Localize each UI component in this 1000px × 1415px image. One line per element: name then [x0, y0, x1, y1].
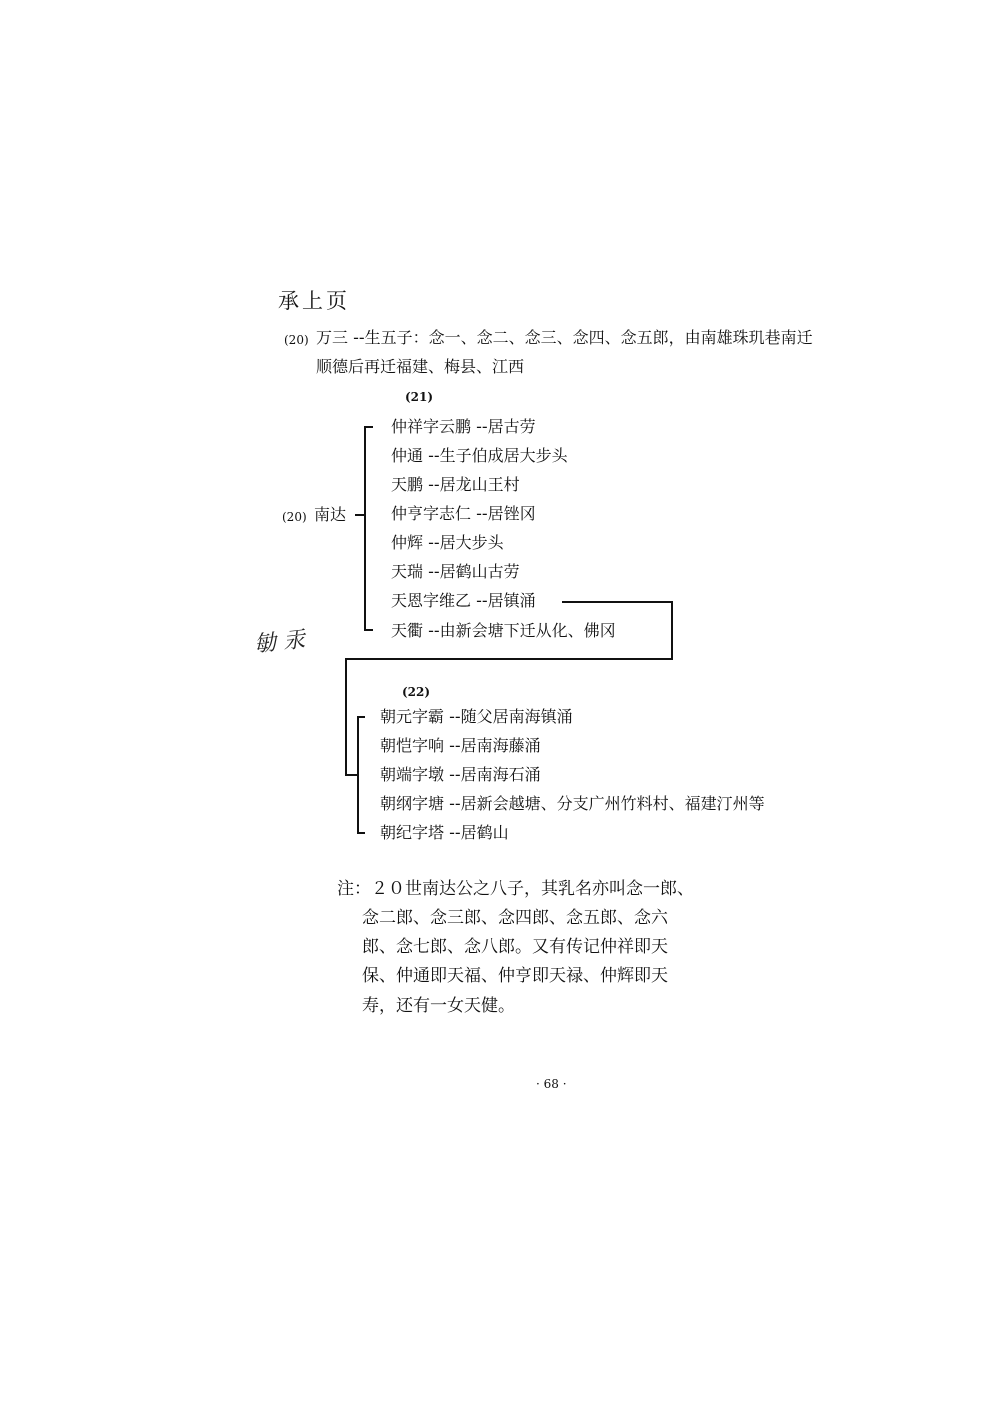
- lineage-connector: [562, 601, 673, 603]
- note-line: 念二郎、念三郎、念四郎、念五郎、念六: [362, 908, 668, 928]
- gen22-child: 朝纲字塘 --居新会越塘、分支广州竹料村、福建汀州等: [380, 794, 765, 813]
- bracket-tick: [357, 716, 365, 718]
- lineage-connector: [345, 658, 347, 776]
- lineage-connector: [345, 658, 673, 660]
- note-line: 保、仲通即天福、仲亨即天禄、仲辉即天: [362, 966, 668, 986]
- bracket-tick: [364, 426, 373, 428]
- gen22-child: 朝纪字塔 --居鹤山: [380, 823, 509, 842]
- handwritten-annotation: 勄 汞: [253, 627, 307, 658]
- bracket-tick: [357, 832, 365, 834]
- gen21-child: 天衢 --由新会塘下迁从化、佛冈: [391, 621, 616, 640]
- lineage-connector: [671, 601, 673, 660]
- note-line: 郎、念七郎、念八郎。又有传记仲祥即天: [362, 937, 668, 957]
- gen22-label: (22): [402, 685, 431, 699]
- gen21-bracket: [364, 426, 366, 631]
- continued-header: 承上页: [278, 289, 350, 313]
- gen21-child: 仲辉 --居大步头: [391, 533, 504, 552]
- gen21-child: 天恩字维乙 --居镇涌: [391, 591, 536, 610]
- note-line: 寿，还有一女天健。: [362, 996, 515, 1016]
- page-number: · 68 ·: [536, 1077, 567, 1091]
- gen22-child: 朝端字墩 --居南海石涌: [380, 765, 541, 784]
- gen20-entry-line1: 万三 --生五子：念一、念二、念三、念四、念五郎，由南雄珠玑巷南迁: [316, 328, 813, 347]
- gen21-label: (21): [405, 390, 434, 404]
- gen20-label: (20): [284, 333, 309, 347]
- gen21-child: 仲祥字云鹏 --居古劳: [391, 417, 536, 436]
- gen21-child: 天鹏 --居龙山王村: [391, 475, 520, 494]
- bracket-tick: [364, 629, 373, 631]
- nanda-name: 南达: [314, 505, 347, 524]
- gen21-child: 天瑞 --居鹤山古劳: [391, 562, 520, 581]
- gen20-entry-line2: 顺德后再迁福建、梅县、江西: [316, 357, 525, 376]
- gen22-child: 朝元字霸 --随父居南海镇涌: [380, 707, 573, 726]
- note-line: 注：２０世南达公之八子，其乳名亦叫念一郎、: [337, 879, 694, 899]
- gen21-child: 仲亨字志仁 --居锉冈: [391, 504, 536, 523]
- nanda-gen-label: (20): [282, 510, 307, 524]
- gen22-child: 朝恺字响 --居南海藤涌: [380, 736, 541, 755]
- gen21-child: 仲通 --生子伯成居大步头: [391, 446, 568, 465]
- gen22-bracket: [357, 716, 359, 834]
